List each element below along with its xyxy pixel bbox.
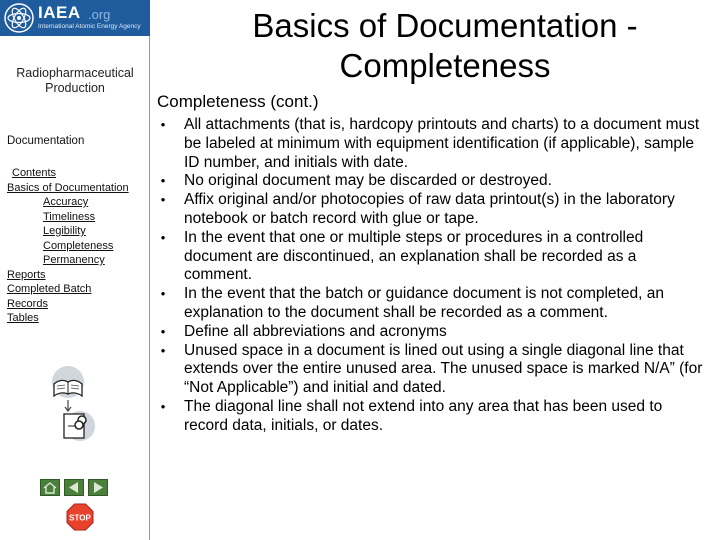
atom-logo-icon [4,3,34,33]
stop-label: STOP [69,513,91,523]
list-item-text: In the event that the batch or guidance document is not completed, an explanation to the document shall be recorded as a comment. [184,285,664,321]
bullet-marker: • [160,398,166,414]
nav-item-completed-batch-records[interactable]: Completed Batch Records [7,283,92,310]
logo-org-suffix: .org [88,7,111,22]
slide-subtitle: Completeness (cont.) [157,92,319,111]
list-item-text: The diagonal line shall not extend into any area that has been used to record data, initials, or dates. [184,397,663,434]
list-item [157,342,705,398]
bullet-marker: • [160,117,166,132]
slide-title: Basics of Documentation - Completeness [252,7,638,84]
bullet-marker: • [160,286,166,302]
list-item [157,323,705,342]
nav-item-accuracy[interactable]: Accuracy [43,196,89,208]
nav-item-tables[interactable]: Tables [7,312,39,324]
bullet-list [157,116,705,436]
bullet-marker: • [160,229,166,245]
list-item [157,285,705,323]
bullet-marker: • [160,342,166,358]
navigation-buttons [40,479,110,497]
list-item-text: In the event that one or multiple steps or procedures in a controlled document are discontinued, an explanation shall be recorded as a comment. [184,228,644,284]
list-item-text: Affix original and/or photocopies of raw data printout(s) in the laboratory notebook or batch record with glue or tape. [184,191,675,227]
logo-name: IAEA [38,3,81,22]
sidebar-title: Radiopharmaceutical Production [16,66,134,95]
section-label: Documentation [7,135,85,147]
sidebar-nav [0,166,150,326]
home-button[interactable] [40,479,60,496]
arrow-right-icon [89,480,107,495]
nav-item-reports[interactable]: Reports [7,268,46,281]
list-item [157,398,705,436]
list-item [157,172,705,191]
iaea-logo[interactable] [0,0,150,36]
list-item-text: Define all abbreviations and acronyms [184,322,447,340]
nav-item-legibility[interactable]: Legibility [43,225,86,237]
nav-item-contents[interactable]: Contents [12,167,57,179]
stop-button[interactable] [66,503,94,531]
bullet-marker: • [160,192,166,208]
arrow-left-icon [65,480,83,495]
bullet-marker: • [160,173,166,189]
next-button[interactable] [88,479,108,496]
list-item-text: No original document may be discarded or destroyed. [184,172,552,190]
nav-item-basics-of-documentation[interactable]: Basics of Documentation [7,181,129,194]
nav-item-permanency[interactable]: Permanency [43,254,105,266]
list-item-text: All attachments (that is, hardcopy printouts and charts) to a document must be labeled at minimum with equipment identification (if applicable), sample ID number, and initials with date. [184,116,700,171]
list-item [157,191,705,229]
book-document-icon [48,362,96,442]
nav-item-completeness[interactable]: Completeness [43,239,114,252]
list-item [157,116,705,172]
home-icon [41,480,59,495]
list-item-text: Unused space in a document is lined out using a single diagonal line that extends over the entire unused area. The unused space is marked N/A” (for “Not Applicable”) and initial and dated. [184,341,703,397]
stop-sign-icon [66,503,94,531]
bullet-marker: • [160,323,166,339]
sidebar [0,0,150,540]
nav-item-timeliness[interactable]: Timeliness [43,210,96,223]
list-item [157,229,705,285]
previous-button[interactable] [64,479,84,496]
logo-subtitle: International Atomic Energy Agency [38,23,141,30]
